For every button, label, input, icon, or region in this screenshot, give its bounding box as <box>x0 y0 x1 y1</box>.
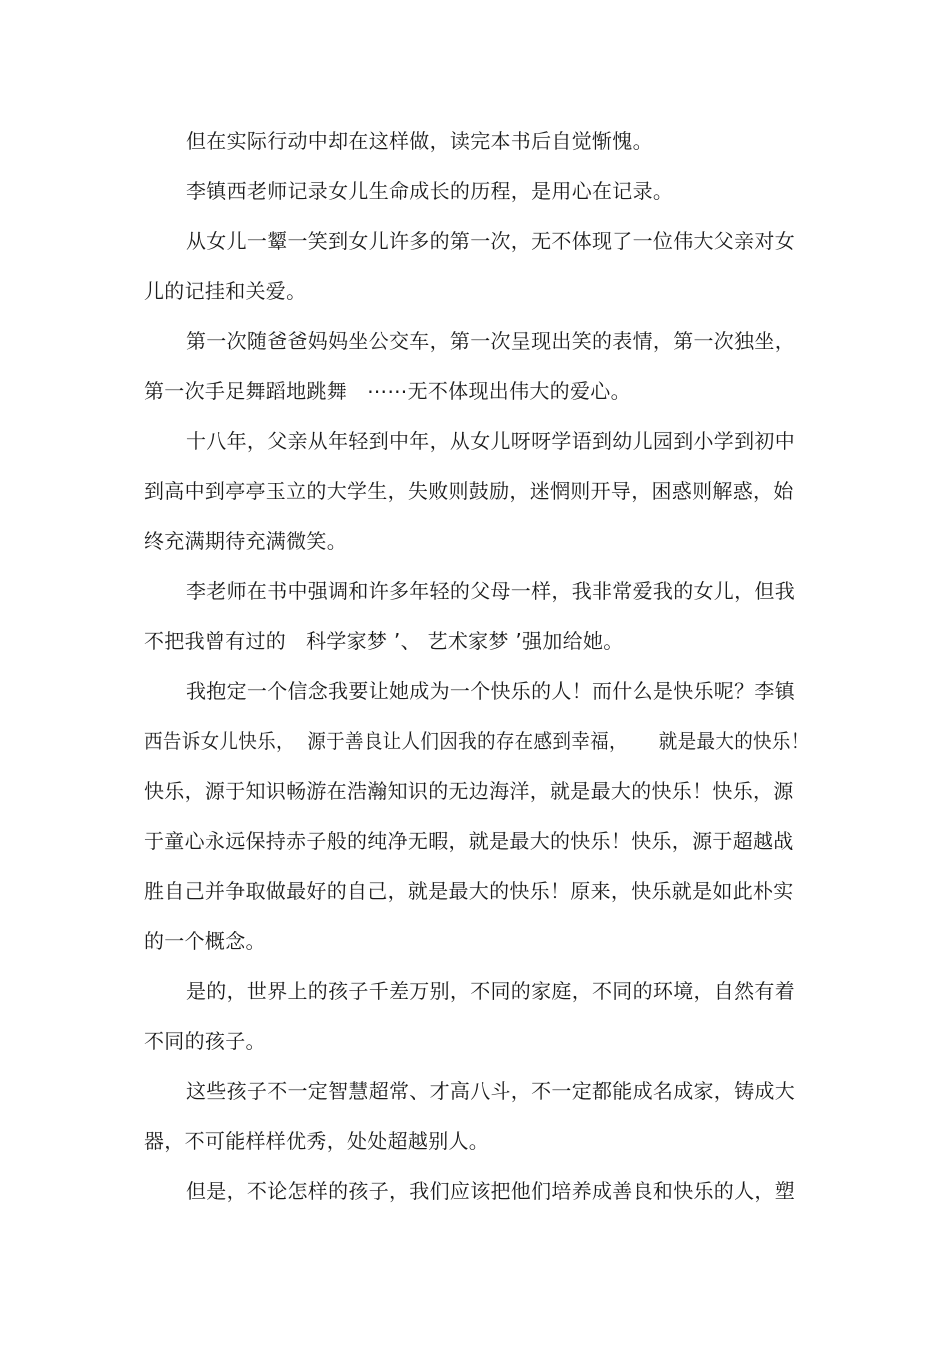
paragraph-line: 从女儿一颦一笑到女儿许多的第一次，无不体现了一位伟大父亲对女 <box>186 229 795 253</box>
paragraph-line: 于童心永远保持赤子般的纯净无暇，就是最大的快乐！快乐，源于超越战 <box>144 829 794 853</box>
paragraph-line: 终充满期待充满微笑。 <box>144 529 347 553</box>
paragraph-line: 不把我曾有过的 科学家梦 ’、 艺术家梦 ’强加给她。 <box>144 629 624 653</box>
paragraph-line: 胜自己并争取做最好的自己，就是最大的快乐！原来，快乐就是如此朴实 <box>144 879 794 903</box>
paragraph-line: 我抱定一个信念我要让她成为一个快乐的人！而什么是快乐呢？李镇 <box>186 679 795 703</box>
paragraph-line: 器，不可能样样优秀，处处超越别人。 <box>144 1129 490 1153</box>
paragraph-line: 的一个概念。 <box>144 929 266 953</box>
paragraph-line: 十八年，父亲从年轻到中年，从女儿呀呀学语到幼儿园到小学到初中 <box>186 429 795 453</box>
paragraph-line: 这些孩子不一定智慧超常、才高八斗，不一定都能成名成家，铸成大 <box>186 1079 795 1103</box>
paragraph-line: 但是，不论怎样的孩子，我们应该把他们培养成善良和快乐的人，塑 <box>186 1179 795 1203</box>
paragraph-line: 第一次随爸爸妈妈坐公交车，第一次呈现出笑的表情，第一次独坐， <box>186 329 795 353</box>
paragraph-line: 但在实际行动中却在这样做，读完本书后自觉惭愧。 <box>186 129 653 153</box>
paragraph-line: 西告诉女儿快乐， 源于善良让人们因我的存在感到幸福， 就是最大的快乐！ <box>144 729 810 753</box>
paragraph-line: 快乐，源于知识畅游在浩瀚知识的无边海洋，就是最大的快乐！快乐，源 <box>144 779 794 803</box>
paragraph-line: 不同的孩子。 <box>144 1029 266 1053</box>
paragraph-line: 到高中到亭亭玉立的大学生，失败则鼓励，迷惘则开导，困惑则解惑，始 <box>144 479 794 503</box>
paragraph-line: 李老师在书中强调和许多年轻的父母一样，我非常爱我的女儿，但我 <box>186 579 795 603</box>
paragraph-line: 儿的记挂和关爱。 <box>144 279 307 303</box>
paragraph-line: 是的，世界上的孩子千差万别，不同的家庭，不同的环境，自然有着 <box>186 979 795 1003</box>
paragraph-line: 第一次手足舞蹈地跳舞 ⋯⋯无不体现出伟大的爱心。 <box>144 379 631 403</box>
paragraph-line: 李镇西老师记录女儿生命成长的历程，是用心在记录。 <box>186 179 674 203</box>
